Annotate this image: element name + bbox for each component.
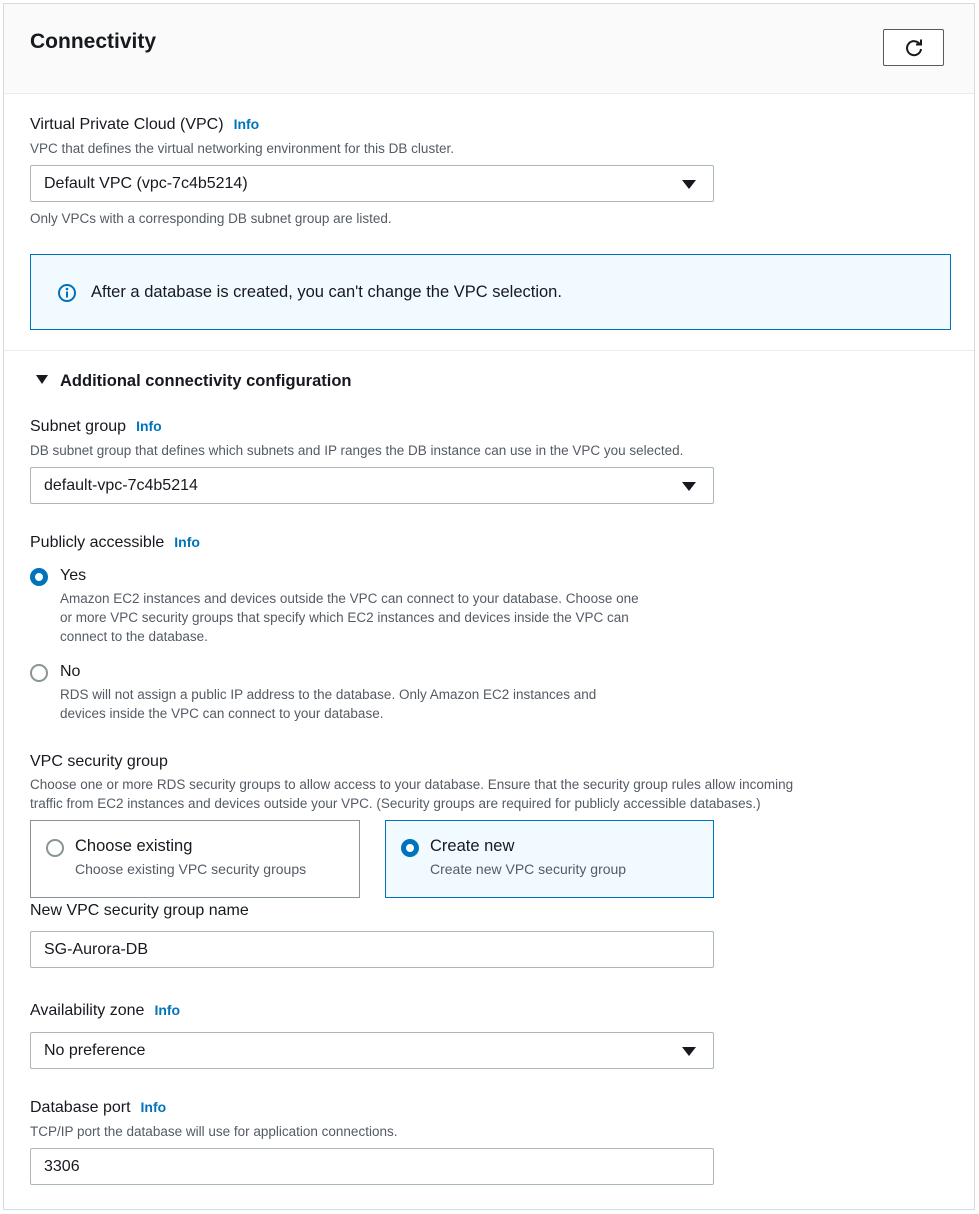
caret-down-icon (682, 180, 696, 189)
subnet-description: DB subnet group that defines which subnets and IP ranges the DB instance can use in the VPC you selected. (30, 443, 684, 458)
vpc-label: Virtual Private Cloud (VPC) (30, 116, 224, 133)
az-label: Availability zone (30, 1002, 145, 1019)
port-input[interactable] (30, 1148, 714, 1185)
port-description: TCP/IP port the database will use for application connections. (30, 1124, 398, 1139)
refresh-button[interactable] (883, 29, 944, 66)
sg-choose-existing-title: Choose existing (75, 837, 193, 855)
caret-down-icon (682, 1047, 696, 1056)
port-label-row (30, 1099, 166, 1117)
vpc-description: VPC that defines the virtual networking environment for this DB cluster. (30, 141, 454, 156)
vpc-label-row (30, 116, 259, 134)
port-label: Database port (30, 1099, 131, 1116)
az-label-row (30, 1002, 180, 1020)
sg-create-new-radio[interactable] (401, 839, 419, 857)
vpc-select-value: Default VPC (vpc-7c4b5214) (44, 175, 248, 192)
subnet-select-value: default-vpc-7c4b5214 (44, 477, 198, 494)
alert-text: After a database is created, you can't change the VPC selection. (91, 283, 562, 301)
additional-connectivity-toggle[interactable] (36, 372, 352, 391)
public-no-desc-1: RDS will not assign a public IP address to the database. Only Amazon EC2 instances and (60, 687, 597, 702)
public-info-link[interactable]: Info (174, 534, 200, 550)
vpc-info-link[interactable]: Info (233, 116, 260, 132)
public-yes-desc-2: or more VPC security groups that specify which EC2 instances and devices inside the VPC can (60, 610, 629, 625)
public-yes-desc-1: Amazon EC2 instances and devices outside the VPC can connect to your database. Choose one (60, 591, 639, 606)
subnet-info-link[interactable]: Info (136, 418, 162, 434)
vpc-info-alert (30, 254, 951, 330)
az-select[interactable] (30, 1032, 714, 1069)
additional-connectivity-label: Additional connectivity configuration (60, 372, 352, 390)
sg-label: VPC security group (30, 753, 168, 770)
port-info-link[interactable]: Info (140, 1099, 167, 1115)
public-no-label[interactable]: No (60, 663, 81, 680)
sg-create-new-desc: Create new VPC security group (430, 861, 627, 877)
vpc-select[interactable] (30, 165, 714, 202)
vpc-hint: Only VPCs with a corresponding DB subnet group are listed. (30, 211, 392, 226)
sg-create-new-tile[interactable] (385, 820, 714, 898)
info-circle-icon (57, 283, 77, 303)
subnet-label-row (30, 418, 162, 436)
panel-header (4, 4, 974, 94)
public-no-desc-2: devices inside the VPC can connect to your database. (60, 706, 384, 721)
panel-title: Connectivity (30, 30, 157, 53)
sg-desc-1: Choose one or more RDS security groups to allow access to your database. Ensure that the security group rules allow incoming (30, 777, 794, 792)
sg-name-label: New VPC security group name (30, 902, 249, 919)
sg-choose-existing-radio[interactable] (46, 839, 64, 857)
sg-create-new-title: Create new (430, 837, 515, 855)
sg-choose-existing-desc: Choose existing VPC security groups (75, 861, 307, 877)
connectivity-panel (3, 3, 975, 1210)
refresh-icon (903, 37, 925, 59)
public-label-row (30, 534, 200, 552)
caret-down-icon (682, 482, 696, 491)
section-divider (4, 350, 974, 351)
public-label: Publicly accessible (30, 534, 165, 551)
subnet-label: Subnet group (30, 418, 127, 435)
subnet-select[interactable] (30, 467, 714, 504)
public-no-radio[interactable] (30, 664, 48, 682)
public-yes-radio[interactable] (30, 568, 48, 586)
az-select-value: No preference (44, 1042, 146, 1059)
sg-desc-2: traffic from EC2 instances and devices outside your VPC. (Security groups are required for publicly accessible databases.) (30, 796, 761, 811)
public-yes-label[interactable]: Yes (60, 567, 87, 584)
sg-name-input[interactable] (30, 931, 714, 968)
az-info-link[interactable]: Info (154, 1002, 181, 1018)
public-yes-desc-3: connect to the database. (60, 629, 208, 644)
sg-choose-existing-tile[interactable] (30, 820, 360, 898)
caret-down-icon (36, 375, 48, 384)
